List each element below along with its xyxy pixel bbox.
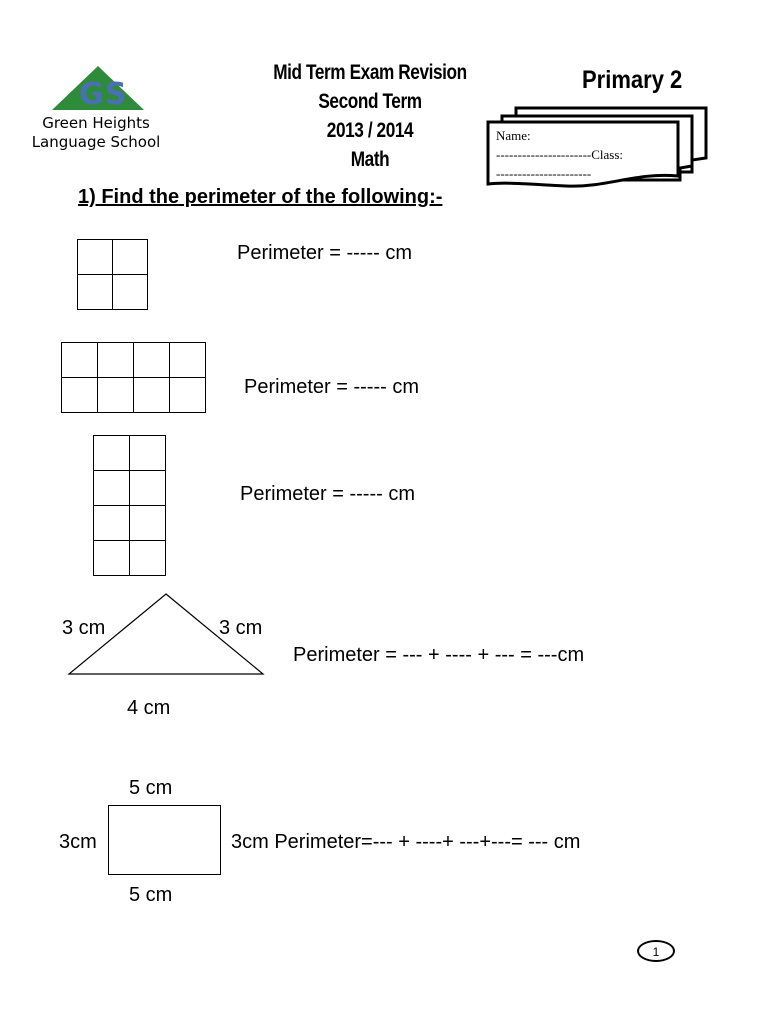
triangle-base: 4 cm: [127, 697, 171, 719]
school-name-line2: Language School: [31, 133, 161, 151]
grid3-perimeter: Perimeter = ----- cm: [240, 483, 415, 505]
grid1-perimeter: Perimeter = ----- cm: [237, 242, 412, 264]
triangle-right-side: 3 cm: [219, 617, 263, 639]
class-field-line: ----------------------Class:: [496, 147, 624, 162]
triangle-perimeter: Perimeter = --- + ---- + --- = ---cm: [293, 644, 585, 666]
triangle-left-side: 3 cm: [62, 617, 106, 639]
school-name-line1: Green Heights: [42, 114, 150, 132]
name-field-label: Name:: [496, 128, 531, 143]
exam-title: [272, 58, 469, 174]
grid-4x2: [93, 435, 166, 576]
title-line4: Math: [350, 148, 390, 171]
blank-line: ----------------------: [496, 166, 592, 181]
grade-label: Primary 2: [582, 66, 683, 94]
school-name: [14, 114, 178, 152]
page-number: 1: [637, 940, 675, 962]
title-line1: Mid Term Exam Revision: [273, 61, 467, 84]
title-line2: Second Term: [318, 90, 422, 113]
question-heading: 1) Find the perimeter of the following:-: [78, 186, 443, 208]
rectangle-perimeter: 3cm Perimeter=--- + ----+ ---+---= --- cm: [231, 831, 581, 853]
svg-text:S: S: [105, 77, 127, 112]
school-logo: [50, 64, 146, 114]
title-line3: 2013 / 2014: [326, 119, 414, 142]
rectangle-left-side: 3cm: [59, 831, 97, 853]
grid-2x2: [77, 239, 148, 310]
svg-text:G: G: [79, 77, 104, 112]
grid-2x4: [61, 342, 206, 413]
rectangle-top-side: 5 cm: [129, 777, 173, 799]
rectangle-bottom-side: 5 cm: [129, 884, 173, 906]
rectangle-shape: [108, 805, 221, 875]
grid2-perimeter: Perimeter = ----- cm: [244, 376, 419, 398]
